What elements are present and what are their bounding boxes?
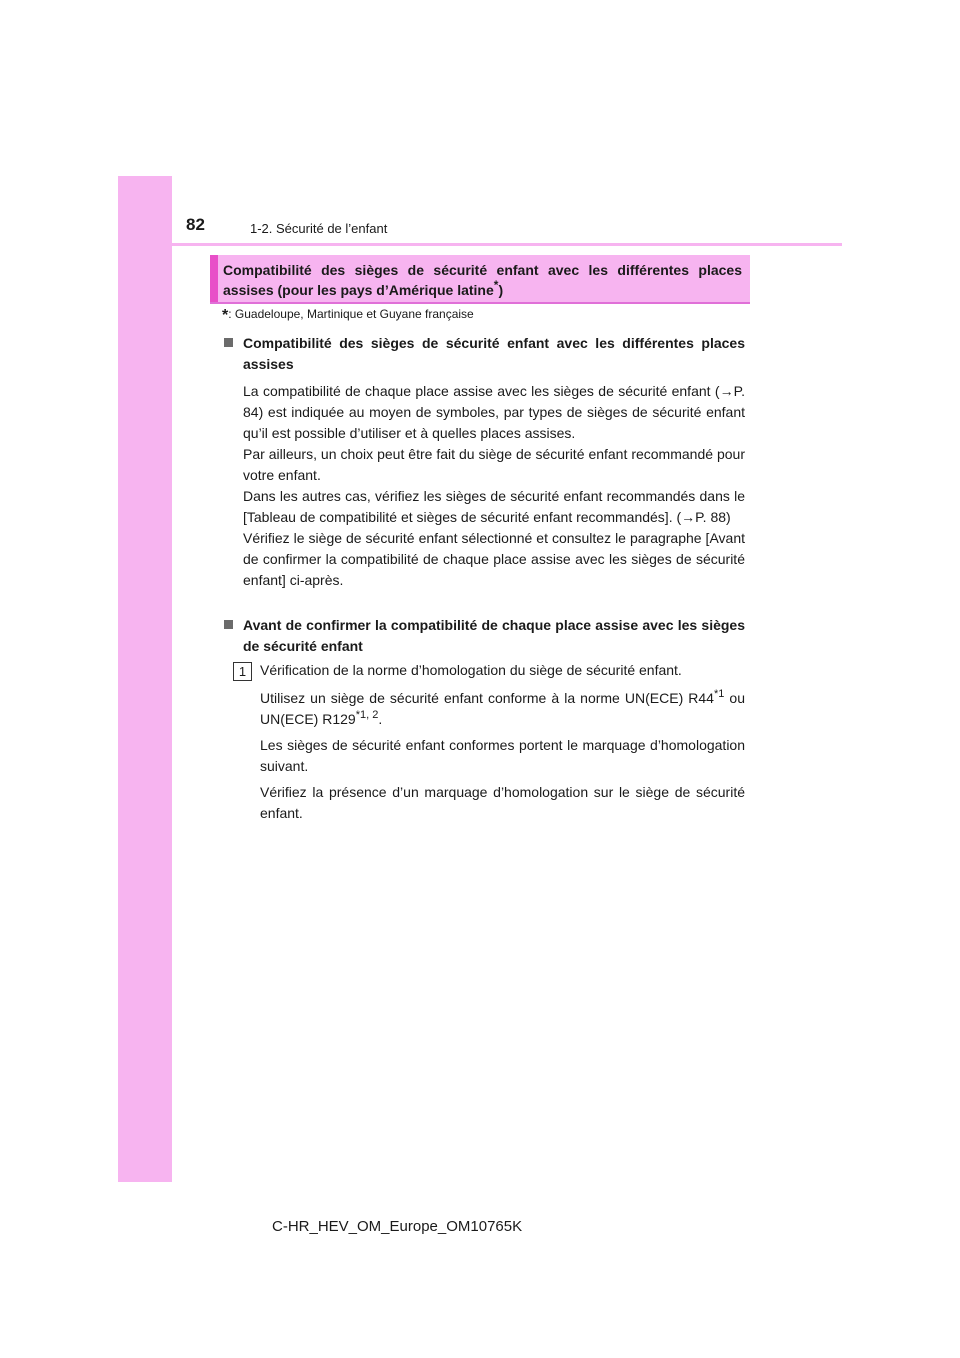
title-footnote-star: * bbox=[493, 278, 499, 292]
header-divider bbox=[118, 243, 842, 246]
title-close-paren: ) bbox=[498, 282, 504, 298]
footnote-text: : Guadeloupe, Martinique et Guyane française bbox=[228, 307, 474, 321]
para-text: Utilisez un siège de sécurité enfant conforme à la norme UN(ECE) R44 bbox=[260, 690, 714, 706]
square-bullet-icon bbox=[224, 620, 233, 629]
section-heading: Compatibilité des sièges de sécurité enfant avec les différentes places assises bbox=[243, 335, 745, 372]
paragraph: La compatibilité de chaque place assise avec les sièges de sécurité enfant (→P. 84) est indiquée au moyen de symboles, par types de sièges de sécurité enfant qu’il est possible d’utiliser et à quelles places assises. bbox=[243, 383, 745, 441]
document-code: C-HR_HEV_OM_Europe_OM10765K bbox=[272, 1218, 523, 1235]
side-tab-band bbox=[118, 176, 172, 1182]
section-header: 1-2. Sécurité de l’enfant bbox=[250, 221, 388, 236]
paragraph: Par ailleurs, un choix peut être fait du siège de sécurité enfant recommandé pour votre enfant. bbox=[243, 446, 745, 483]
topic-title bbox=[223, 260, 742, 300]
step-text: Vérification de la norme d’homologation du siège de sécurité enfant. bbox=[260, 662, 682, 678]
para-text: ou UN(ECE) R129 bbox=[260, 690, 745, 727]
section-heading: Avant de confirmer la compatibilité de chaque place assise avec les sièges de sécurité enfant bbox=[243, 617, 745, 654]
topic-title-text: Compatibilité des sièges de sécurité enfant avec les différentes places assises (pour les pays d’Amérique latine bbox=[223, 262, 742, 298]
paragraph: Les sièges de sécurité enfant conformes portent le marquage d’homologation suivant. bbox=[260, 737, 745, 774]
footnote-ref: *1 bbox=[713, 688, 725, 700]
title-accent-bar bbox=[210, 255, 218, 302]
step-number-badge: 1 bbox=[233, 662, 252, 681]
paragraph: Vérifiez la présence d’un marquage d’homologation sur le siège de sécurité enfant. bbox=[260, 784, 745, 821]
paragraph: Dans les autres cas, vérifiez les sièges de sécurité enfant recommandés dans le [Tableau de compatibilité et sièges de sécurité enfant recommandés]. (→P. 88) bbox=[243, 488, 745, 525]
paragraph bbox=[260, 688, 745, 730]
paragraph: Vérifiez le siège de sécurité enfant sélectionné et consultez le paragraphe [Avant de confirmer la compatibilité de chaque place assise avec les sièges de sécurité enfant] ci-après. bbox=[243, 530, 745, 588]
footnote bbox=[222, 307, 474, 325]
para-text: . bbox=[378, 711, 383, 727]
footnote-ref: *1, 2 bbox=[355, 709, 379, 721]
topic-title-box bbox=[210, 255, 750, 304]
section-compatibility bbox=[222, 333, 745, 591]
page-number: 82 bbox=[186, 215, 205, 234]
footnote-star: * bbox=[222, 307, 229, 324]
square-bullet-icon bbox=[224, 338, 233, 347]
section-before-confirming bbox=[222, 615, 745, 657]
